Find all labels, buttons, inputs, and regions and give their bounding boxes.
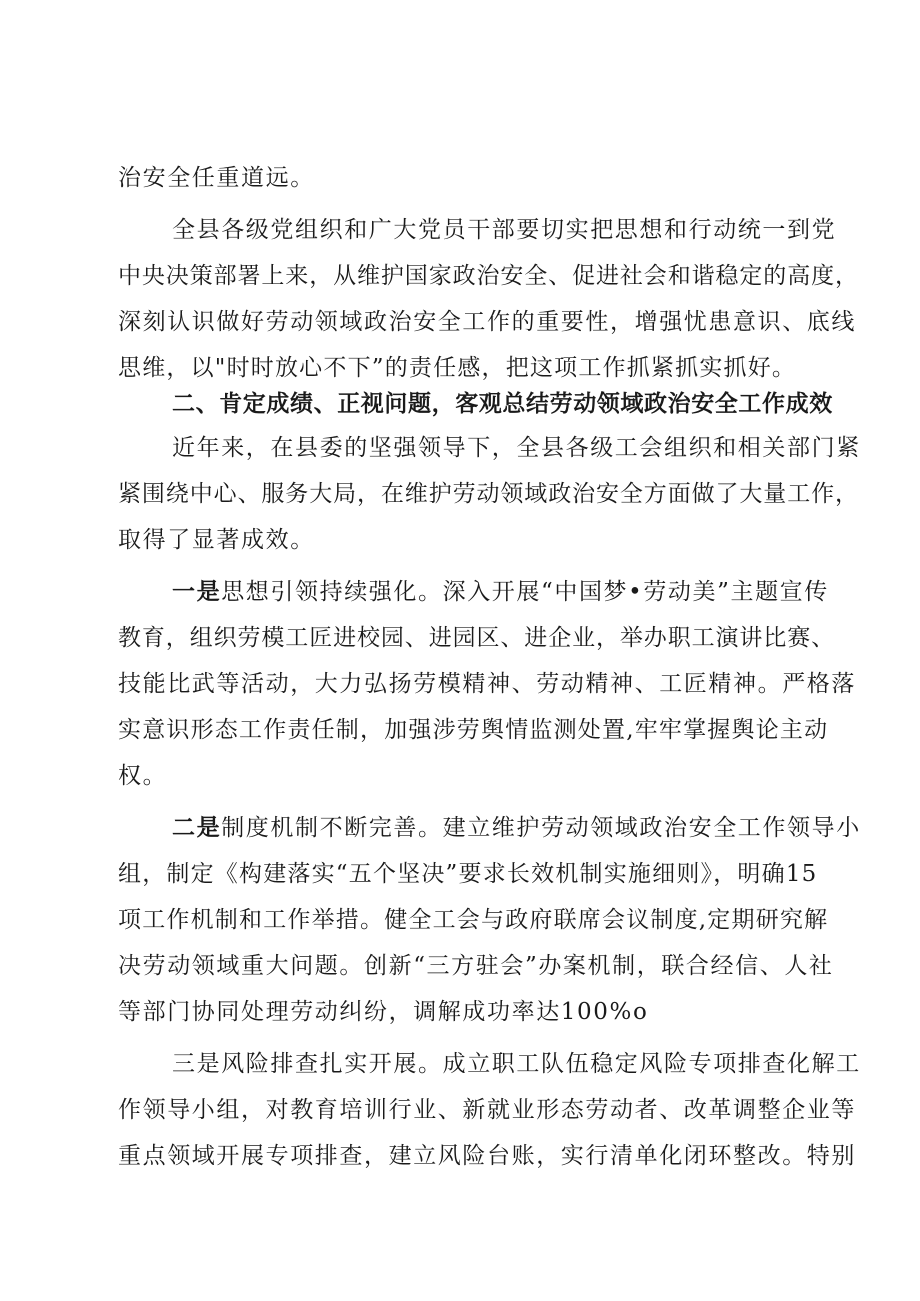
paragraph-line: 教育，组织劳模工匠进校园、进园区、进企业，举办职工演讲比赛、 <box>118 625 835 651</box>
paragraph-line: 组，制定《构建落实“五个坚决”要求长效机制实施细则》，明确15 <box>118 861 818 887</box>
paragraph-line: 紧围绕中心、服务大局，在维护劳动领域政治安全方面做了大量工作， <box>118 481 859 507</box>
paragraph-line: 项工作机制和工作举措。健全工会与政府联席会议制度,定期研究解 <box>118 907 829 933</box>
paragraph-line: 技能比武等活动，大力弘扬劳模精神、劳动精神、工匠精神。严格落 <box>118 671 856 697</box>
paragraph-line <box>172 574 829 610</box>
paragraph-line: 深刻认识做好劳动领域政治安全工作的重要性，增强忧患意识、底线 <box>118 309 856 335</box>
paragraph-line: 中央决策部署上来，从维护国家政治安全、促进社会和谐稳定的高度， <box>118 263 859 289</box>
paragraph-line: 近年来，在县委的坚强领导下，全县各级工会组织和相关部门紧 <box>172 435 861 461</box>
paragraph-line: 三是风险排查扎实开展。成立职工队伍稳定风险专项排查化解工 <box>172 1051 861 1077</box>
point-text: 制度机制不断完善。建立维护劳动领域政治安全工作领导小 <box>221 815 861 841</box>
paragraph-line: 实意识形态工作责任制，加强涉劳舆情监测处置,牢牢掌握舆论主动 <box>118 717 829 743</box>
paragraph-line: 思维，以"时时放心不下”的责任感，把这项工作抓紧抓实抓好。 <box>118 355 797 381</box>
point-marker: 二是 <box>172 814 222 841</box>
paragraph-line: 全县各级党组织和广大党员干部要切实把思想和行动统一到党 <box>172 217 837 243</box>
paragraph-line: 权。 <box>118 763 168 789</box>
paragraph-line <box>172 810 861 846</box>
paragraph-line: 作领导小组，对教育培训行业、新就业形态劳动者、改革调整企业等 <box>118 1097 856 1123</box>
paragraph-line: 决劳动领域重大问题。创新“三方驻会”办案机制，联合经信、人社 <box>118 953 834 979</box>
paragraph-line: 等部门协同处理劳动纠纷，调解成功率达100%o <box>118 999 649 1025</box>
paragraph-line: 治安全任重道远。 <box>118 165 315 191</box>
section-heading: 二、肯定成绩、正视问题，客观总结劳动领域政治安全工作成效 <box>172 390 833 417</box>
point-text: 思想引领持续强化。深入开展“中国梦•劳动美”主题宣传 <box>221 579 829 605</box>
paragraph-line: 重点领域开展专项排查，建立风险台账，实行清单化闭环整改。特别 <box>118 1143 856 1169</box>
paragraph-line: 取得了显著成效。 <box>118 527 315 553</box>
point-marker: 一是 <box>172 578 222 605</box>
